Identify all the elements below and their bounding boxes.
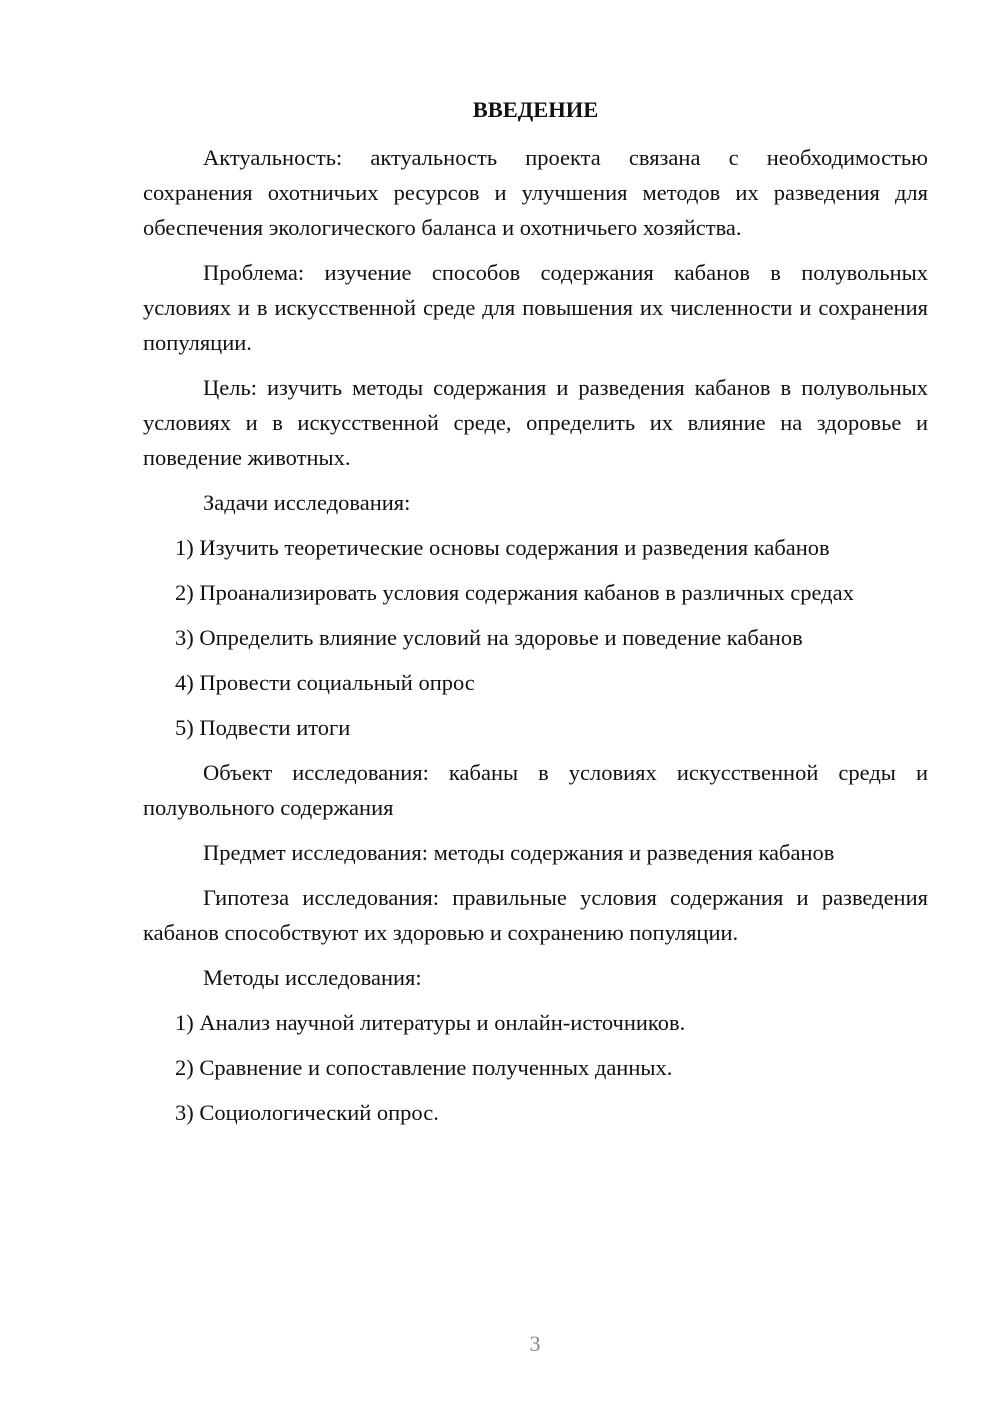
method-item-3: 3) Социологический опрос. bbox=[175, 1100, 439, 1125]
method-item-2: 2) Сравнение и сопоставление полученных данных. bbox=[175, 1055, 673, 1080]
task-item-5: 5) Подвести итоги bbox=[175, 715, 351, 740]
task-item-4: 4) Провести социальный опрос bbox=[175, 670, 475, 695]
object-paragraph: Объект исследования: кабаны в условиях искусственной среды и полувольного содержания bbox=[143, 760, 928, 820]
method-item-1: 1) Анализ научной литературы и онлайн-источников. bbox=[175, 1010, 686, 1035]
hypothesis-paragraph: Гипотеза исследования: правильные условия содержания и разведения кабанов способствуют их здоровью и сохранению популяции. bbox=[143, 885, 928, 945]
page-number: 3 bbox=[529, 1331, 541, 1356]
page-content bbox=[143, 92, 928, 1140]
methods-heading: Методы исследования: bbox=[203, 965, 422, 990]
section-title: ВВЕДЕНИЕ bbox=[472, 97, 599, 122]
relevance-paragraph: Актуальность: актуальность проекта связана с необходимостью сохранения охотничьих ресурсов и улучшения методов их разведения для обеспечения экологического баланса и охотничьего хозяйства. bbox=[143, 145, 928, 240]
problem-paragraph: Проблема: изучение способов содержания кабанов в полувольных условиях и в искусственной среде для повышения их численности и сохранения популяции. bbox=[143, 260, 928, 355]
task-item-2: 2) Проанализировать условия содержания кабанов в различных средах bbox=[175, 580, 854, 605]
task-item-1: 1) Изучить теоретические основы содержания и разведения кабанов bbox=[175, 535, 830, 560]
task-item-3: 3) Определить влияние условий на здоровье и поведение кабанов bbox=[175, 625, 803, 650]
subject-paragraph: Предмет исследования: методы содержания и разведения кабанов bbox=[203, 840, 835, 865]
tasks-heading: Задачи исследования: bbox=[203, 490, 411, 515]
goal-paragraph: Цель: изучить методы содержания и разведения кабанов в полувольных условиях и в искусственной среде, определить их влияние на здоровье и поведение животных. bbox=[143, 375, 928, 470]
